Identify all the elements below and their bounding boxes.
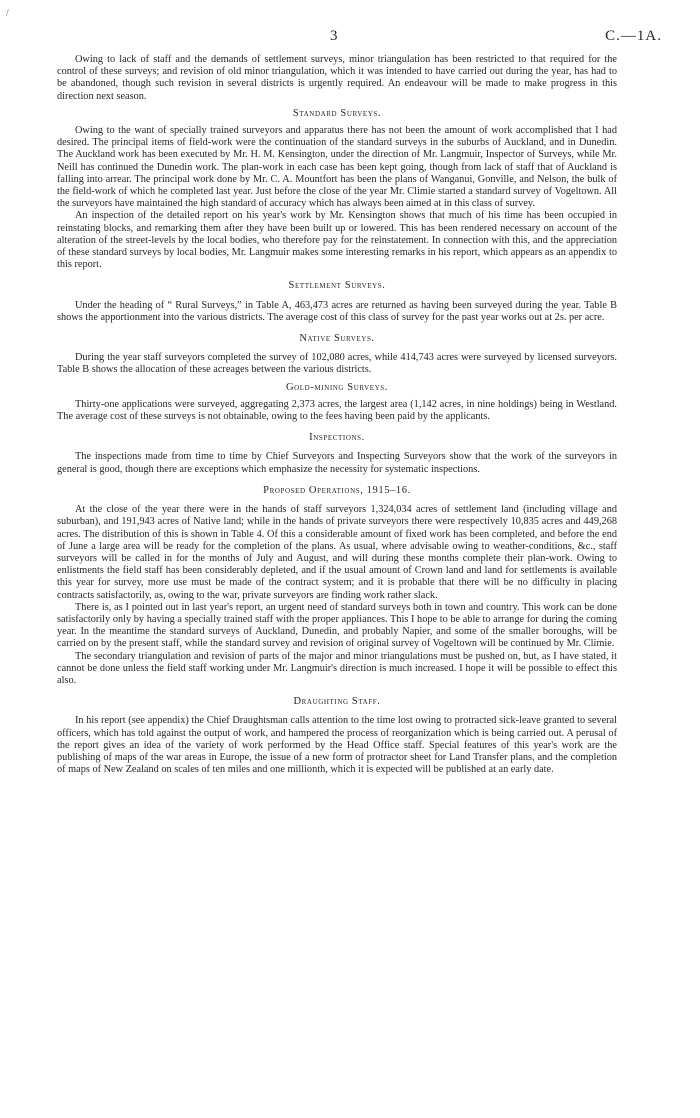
standard-paragraph-1: Owing to the want of specially trained surveyors and apparatus there has not been the amount of work accomplished that I had desired. The principal items of field-work were the continuation of the standard surveys in the suburbs of Auckland, and in Dunedin. The Auckland work has been executed by Mr. H. M. Kensington, under the direction of Mr. Langmuir, Inspector of Surveys, while Mr. Neill has continued the Dunedin work. The plan-work in each case has been kept going, though from lack of staff that of Auckland is falling into arrear. The principal work done by Mr. C. A. Mountfort has been the plans of Wanganui, Gonville, and Nelson, the bulk of the field-work of which he completed last year. Just before the close of the year Mr. Climie started a standard survey of Vogeltown. All the surveyors have maintained the high standard of accuracy which has always been aimed at in this class of survey. [57,125,617,210]
proposed-paragraph-2: There is, as I pointed out in last year's report, an urgent need of standard surveys both in town and country. This work can be done satisfactorily only by having a specially trained staff with the proper appliances. This I hope to be able to arrange for during the coming year. In the meantime the standard surveys of Auckland, Dunedin, and probably Napier, and some of the smaller boroughs, will be carried on by the present staff, while the standard survey and revision of original survey of Vogeltown will be continued by Mr. Climie. [57,601,617,650]
heading-proposed-operations: Proposed Operations, 1915–16. [263,484,411,496]
body-text [57,54,617,776]
heading-native-surveys: Native Surveys. [299,333,375,345]
proposed-paragraph-1: At the close of the year there were in the hands of staff surveyors 1,324,034 acres of settlement land (including village and suburban), and 191,943 acres of Native land; while in the hands of private surveyors there were respectively 10,835 acres and 449,268 acres. The distribution of this is shown in Table 4. Of this a considerable amount of fixed work has been completed, and before the end of June a large area will be ready for the completion of the plans. As usual, where advisable owing to weather-conditions, &c., staff surveyors will be called in for the months of July and August, and will during these months complete their plan-work. Owing to enlistments the field staff has been considerably depleted, and if the usual amount of Crown land and land for settlements is available this year for survey, more use must be made of the contract system; and it is probable that there will be no difficulty in placing contracts satisfactorily, as, owing to the war, private surveyors are finding work rather slack. [57,504,617,601]
settlement-paragraph: Under the heading of “ Rural Surveys,” in Table A, 463,473 acres are returned as having been surveyed during the year. Table B shows the apportionment into the various districts. The average cost of this class of survey for the past year works out at 2s. per acre. [57,299,617,323]
native-paragraph: During the year staff surveyors completed the survey of 102,080 acres, while 414,743 acres were surveyed by licensed surveyors. Table B shows the allocation of these acreages between the various districts. [57,352,617,376]
intro-paragraph: Owing to lack of staff and the demands of settlement surveys, minor triangulation has been restricted to that required for the control of these surveys; and revision of old minor triangulation, which it was intended to have carried out during the year, has had to be abandoned, though such revision in several districts is urgently required. An endeavour will be made to make progress in this direction next season. [57,54,617,102]
proposed-paragraph-3: The secondary triangulation and revision of parts of the major and minor triangulations must be pushed on, but, as I have stated, it cannot be done unless the field staff working under Mr. Langmuir's direction is much increased. I hope it will be possible to effect this also. [57,650,617,686]
page-header [0,28,700,48]
standard-paragraph-2: An inspection of the detailed report on his year's work by Mr. Kensington shows that much of his time has been occupied in reinstating blocks, and remarking them after they have been built up or lowered. This has been rendered necessary on account of the alteration of the street-levels by the local bodies, who therefore pay for the reinstatement. In connection with this, and the appreciation of these standard surveys by local bodies, Mr. Langmuir makes some interesting remarks in his report, which appears as an appendix to this report. [57,210,617,271]
draughting-paragraph: In his report (see appendix) the Chief Draughtsman calls attention to the time lost owing to protracted sick-leave granted to several officers, which has told against the output of work, and hampered the process of reorganization which is being carried out. A perusal of the report gives an idea of the variety of work performed by the Head Office staff. Special features of this year's work are the publishing of maps of the war areas in Europe, the issue of a new form of protractor sheet for Land Transfer plans, and the completion of maps of New Zealand on scales of ten miles and one millionth, which it is expected will be published at an early date. [57,715,617,776]
heading-inspections: Inspections. [309,432,365,444]
heading-standard-surveys: Standard Surveys. [292,107,382,119]
inspections-paragraph: The inspections made from time to time by Chief Surveyors and Inspecting Surveyors show that the work of the surveyors in general is good, though there are exceptions which emphasize the necessity for systematic inspections. [57,451,617,475]
heading-draughting-staff: Draughting Staff. [293,696,381,708]
heading-gold-mining-surveys: Gold-mining Surveys. [285,381,389,393]
document-reference: C.—1A. [605,28,662,44]
corner-mark: / [6,8,9,19]
heading-settlement-surveys: Settlement Surveys. [288,280,386,292]
page-number: 3 [330,28,338,44]
gold-paragraph: Thirty-one applications were surveyed, aggregating 2,373 acres, the largest area (1,142 acres, in nine holdings) being in Westland. The average cost of these surveys is not obtainable, owing to the fees having been paid by the applicants. [57,398,617,423]
